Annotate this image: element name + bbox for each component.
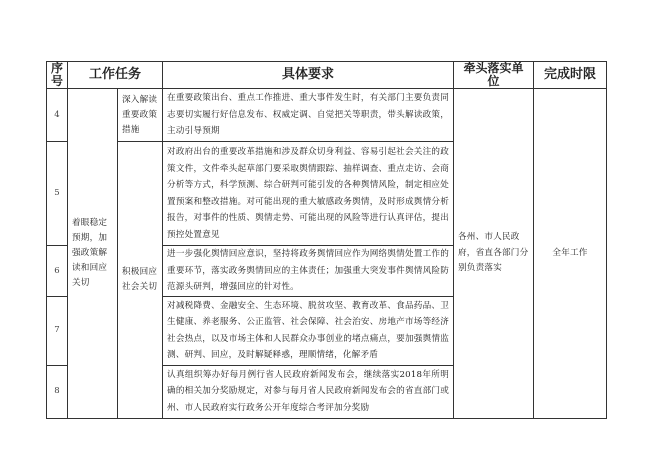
requirement-text: 进一步强化舆情回应意识，坚持将政务舆情回应作为网络舆情处置工作的重要环节，落实政务舆情回应的主体责任；加强重大突发事件舆情风险防范源头研判，增强回应的针对性。 bbox=[163, 246, 454, 297]
header-deadline: 完成时限 bbox=[534, 62, 607, 89]
header-seq: 序号 bbox=[47, 62, 68, 89]
table-row bbox=[47, 89, 607, 142]
responsible-units: 各州、市人民政府，省直各部门分别负责落实 bbox=[454, 89, 534, 419]
deadline-value: 全年工作 bbox=[534, 89, 607, 419]
requirement-text: 认真组织筹办好每月例行省人民政府新闻发布会，继续落实2018年所明确的相关加分奖励规定，对参与每月省人民政府新闻发布会的省直部门或州、市人民政府实行政务公开年度综合考评加分奖励 bbox=[163, 365, 454, 418]
requirement-text: 对政府出台的重要改革措施和涉及群众切身利益、容易引起社会关注的政策文件，文件牵头起草部门要采取舆情跟踪、抽样调查、重点走访、会商分析等方式，科学预测、综合研判可能引发的各种舆情风险，制定相应处置预案和整改措施。对可能出现的重大敏感政务舆情，及时形成舆情分析报告，对事件的性质、舆情走势、可能出现的风险等进行认真评估，提出预控处置意见 bbox=[163, 142, 454, 246]
policy-task-table-page bbox=[46, 61, 606, 419]
header-responsible: 牵头落实单 位 bbox=[454, 62, 534, 89]
row-number: 8 bbox=[47, 365, 68, 418]
subtask-policy-interpretation: 深入解读重要政策措施 bbox=[118, 89, 163, 142]
row-number: 7 bbox=[47, 296, 68, 365]
row-number: 5 bbox=[47, 142, 68, 246]
header-task: 工作任务 bbox=[68, 62, 163, 89]
policy-task-table bbox=[46, 61, 607, 419]
requirement-text: 在重要政策出台、重点工作推进、重大事件发生时，有关部门主要负责同志要切实履行好信息发布、权威定调、自觉把关等职责，带头解读政策，主动引导预期 bbox=[163, 89, 454, 142]
row-number: 6 bbox=[47, 246, 68, 297]
table-header-row bbox=[47, 62, 607, 89]
task-category: 着眼稳定预期，加强政策解读和回应关切 bbox=[68, 89, 118, 419]
header-requirement: 具体要求 bbox=[163, 62, 454, 89]
row-number: 4 bbox=[47, 89, 68, 142]
requirement-text: 对减税降费、金融安全、生态环境、脱贫攻坚、教育改革、食品药品、卫生健康、养老服务、公正监管、社会保障、社会治安、房地产市场等经济社会热点，以及市场主体和人民群众办事创业的堵点痛点，要加强舆情监测、研判、回应，及时解疑释惑，理顺情绪，化解矛盾 bbox=[163, 296, 454, 365]
subtask-respond-concerns: 积极回应社会关切 bbox=[118, 142, 163, 419]
